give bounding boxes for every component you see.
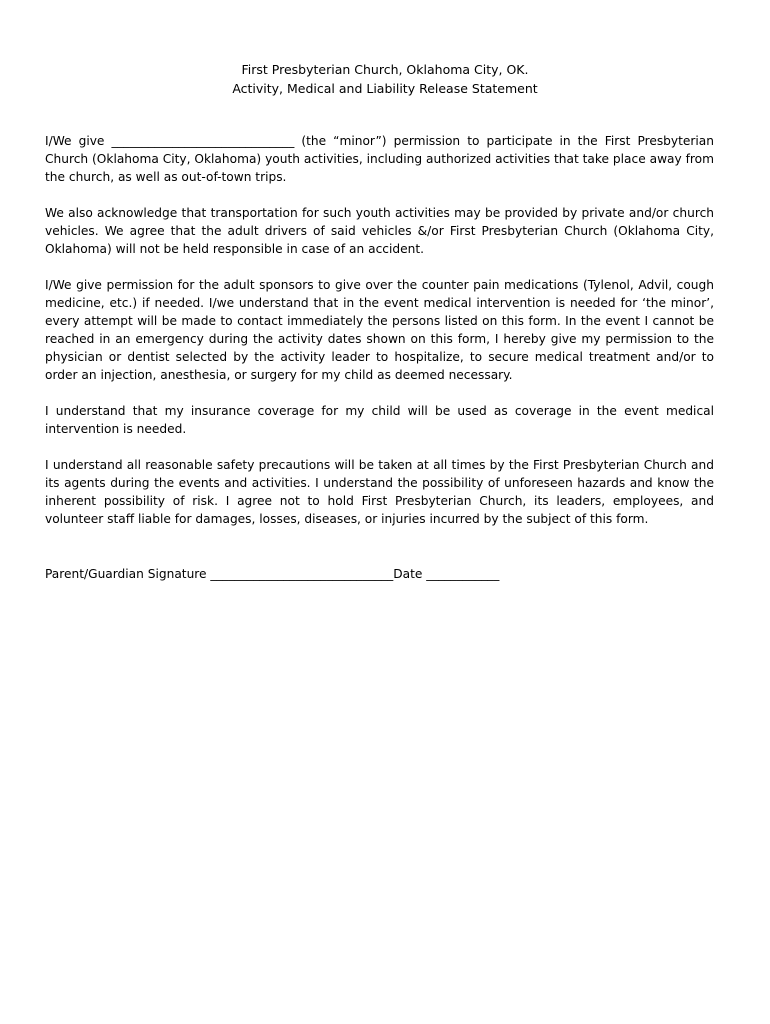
signature-line: Parent/Guardian Signature ______________________________Date ____________ [45, 567, 500, 581]
paragraph-liability: I understand all reasonable safety precautions will be taken at all times by the First Presbyterian Church and its agents during the events and activities. I understand the possibility of unforeseen hazards and know the inherent possibility of risk. I agree not to hold First Presbyterian Church, its leaders, employees, and volunteer staff liable for damages, losses, diseases, or injuries incurred by the subject of this form. [45, 458, 714, 526]
paragraph-insurance: I understand that my insurance coverage for my child will be used as coverage in the event medical intervention is needed. [45, 404, 714, 436]
header-form-title: Activity, Medical and Liability Release Statement [232, 81, 538, 96]
paragraph-transportation: We also acknowledge that transportation for such youth activities may be provided by private and/or church vehicles. We agree that the adult drivers of said vehicles &/or First Presbyterian Church (Oklahoma City, Oklahoma) will not be held responsible in case of an accident. [45, 206, 714, 256]
document-body [45, 132, 714, 546]
document-header [0, 60, 770, 98]
header-church-name: First Presbyterian Church, Oklahoma City, OK. [241, 62, 529, 77]
paragraph-permission: I/We give ______________________________ (the “minor”) permission to participate in the First Presbyterian Church (Oklahoma City, Oklahoma) youth activities, including authorized activities that take place away from the church, as well as out-of-town trips. [45, 134, 714, 184]
paragraph-medical: I/We give permission for the adult sponsors to give over the counter pain medications (Tylenol, Advil, cough medicine, etc.) if needed. I/we understand that in the event medical intervention is needed for ‘the minor’, every attempt will be made to contact immediately the persons listed on this form. In the event I cannot be reached in an emergency during the activity dates shown on this form, I hereby give my permission to the physician or dentist selected by the activity leader to hospitalize, to secure medical treatment and/or to order an injection, anesthesia, or surgery for my child as deemed necessary. [45, 278, 714, 382]
